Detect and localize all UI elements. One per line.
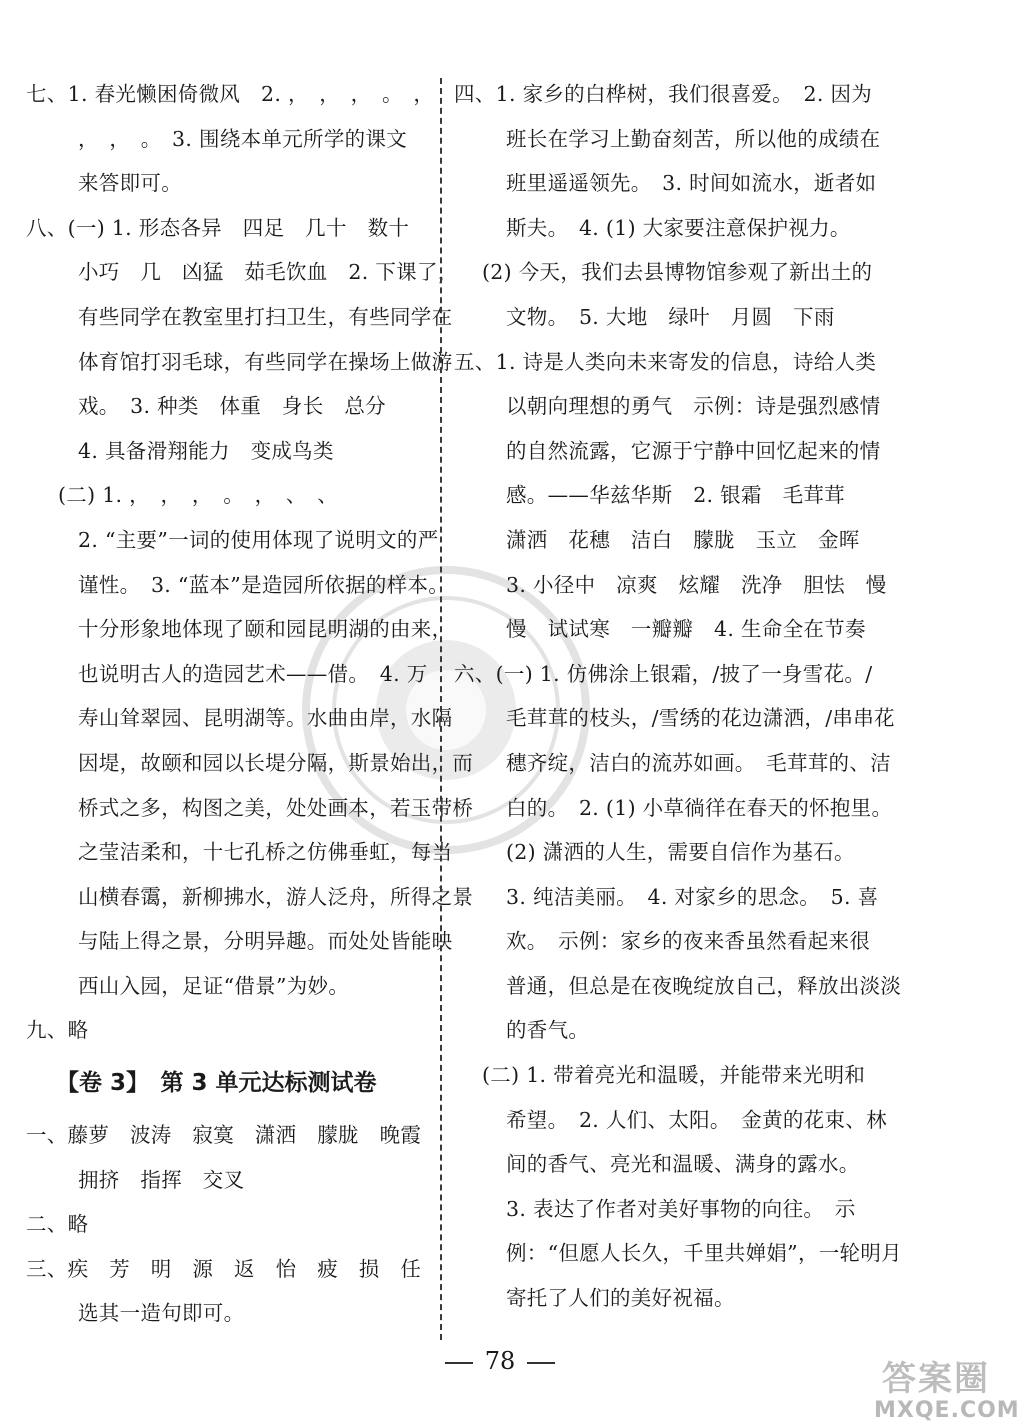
answer-line: ， ， 。 3. 围绕本单元所学的课文 xyxy=(78,126,408,151)
answer-line: 以朝向理想的勇气 示例：诗是强烈感情 xyxy=(506,394,881,419)
answer-line: 斯夫。 4. (1) 大家要注意保护视力。 xyxy=(506,215,851,240)
answer-line: 西山入园，足证“借景”为妙。 xyxy=(78,973,350,998)
answer-line: 四、1. 家乡的白桦树，我们很喜爱。 2. 因为 xyxy=(454,82,873,106)
answer-line: 希望。 2. 人们、太阳。 金黄的花束、林 xyxy=(506,1107,887,1132)
answer-line: 潇洒 花穗 洁白 朦胧 玉立 金晖 xyxy=(506,527,860,552)
answer-line: (2) 今天，我们去县博物馆参观了新出土的 xyxy=(482,260,873,285)
answer-line: 小巧 几 凶猛 茹毛饮血 2. 下课了， xyxy=(78,260,459,285)
answer-line: 五、1. 诗是人类向未来寄发的信息，诗给人类 xyxy=(454,349,877,374)
answer-line: 戏。 3. 种类 体重 身长 总分 xyxy=(78,394,386,419)
answer-line: 山横春霭，新柳拂水，游人泛舟，所得之景 xyxy=(78,884,474,909)
answer-line: 体育馆打羽毛球，有些同学在操场上做游 xyxy=(78,349,453,374)
watermark-url: MXQE.COM xyxy=(874,1398,1020,1423)
answer-line: 的自然流露，它源于宁静中回忆起来的情 xyxy=(506,438,881,463)
right-column xyxy=(454,72,902,1321)
right-answer-lines xyxy=(454,72,902,1321)
left-answer-lines-after-heading xyxy=(26,1113,434,1336)
answer-line: 穗齐绽，洁白的流苏如画。 毛茸茸的、洁 xyxy=(506,750,891,775)
answer-line: 3. 小径中 凉爽 炫耀 洗净 胆怯 慢 xyxy=(506,572,887,597)
left-answer-lines xyxy=(26,72,474,1053)
answer-line: 4. 具备滑翔能力 变成鸟类 xyxy=(78,438,334,463)
answer-line: 白的。 2. (1) 小草徜徉在春天的怀抱里。 xyxy=(506,795,893,820)
answer-line: 七、1. 春光懒困倚微风 2. ， ， ， 。 ， xyxy=(26,82,435,106)
answer-line: 八、(一) 1. 形态各异 四足 几十 数十 xyxy=(26,215,410,240)
answer-line: (二) 1. 带着亮光和温暖，并能带来光明和 xyxy=(482,1063,866,1088)
answer-line: 二、略 xyxy=(26,1212,89,1237)
answer-line: 谨性。 3. “蓝本”是造园所依据的样本。 xyxy=(78,572,450,597)
answer-line: 也说明古人的造园艺术——借。 4. 万 xyxy=(78,661,428,686)
section-heading: 【卷 3】 第 3 单元达标测试卷 xyxy=(56,1070,377,1097)
page-number: 78 xyxy=(484,1347,516,1375)
answer-line: 拥挤 指挥 交叉 xyxy=(78,1167,245,1192)
answer-line: 班长在学习上勤奋刻苦，所以他的成绩在 xyxy=(506,126,881,151)
answer-line: 3. 表达了作者对美好事物的向往。 示 xyxy=(506,1196,856,1221)
answer-line: 感。——华兹华斯 2. 银霜 毛茸茸 xyxy=(506,483,845,508)
answer-line: 班里遥遥领先。 3. 时间如流水，逝者如 xyxy=(506,171,877,196)
left-column xyxy=(26,72,474,1336)
answer-line: 寄托了人们的美好祝福。 xyxy=(506,1286,735,1311)
answer-line: 九、略 xyxy=(26,1018,89,1043)
site-watermark xyxy=(874,1359,1020,1424)
answer-line: 与陆上得之景，分明异趣。而处处皆能映 xyxy=(78,929,453,954)
answer-line: 之莹洁柔和，十七孔桥之仿佛垂虹，每当 xyxy=(78,840,453,865)
answer-line: 的香气。 xyxy=(506,1018,590,1043)
column-divider xyxy=(440,78,442,1340)
answer-line: 3. 纯洁美丽。 4. 对家乡的思念。 5. 喜 xyxy=(506,884,879,909)
page-number-footer xyxy=(0,1347,1000,1375)
footer-dash-right xyxy=(527,1362,555,1364)
answer-line: 有些同学在教室里打扫卫生，有些同学在 xyxy=(78,304,453,329)
answer-line: 普通，但总是在夜晚绽放自己，释放出淡淡 xyxy=(506,973,902,998)
answer-line: 六、(一) 1. 仿佛涂上银霜，/披了一身雪花。/ xyxy=(454,661,873,686)
answer-line: 例：“但愿人长久，千里共婵娟”，一轮明月 xyxy=(506,1241,902,1266)
answer-line: 桥式之多，构图之美，处处画本，若玉带桥 xyxy=(78,795,474,820)
answer-line: 一、藤萝 波涛 寂寞 潇洒 朦胧 晚霞 xyxy=(26,1123,422,1148)
answer-line: 文物。 5. 大地 绿叶 月圆 下雨 xyxy=(506,304,835,329)
answer-line: 因堤，故颐和园以长堤分隔，斯景始出，而 xyxy=(78,750,474,775)
answer-line: (2) 潇洒的人生，需要自信作为基石。 xyxy=(506,840,855,865)
answer-line: 十分形象地体现了颐和园昆明湖的由来， xyxy=(78,617,453,642)
answer-line: 慢 试试寒 一瓣瓣 4. 生命全在节奏 xyxy=(506,617,866,642)
footer-dash-left xyxy=(445,1362,473,1364)
answer-line: 2. “主要”一词的使用体现了说明文的严 xyxy=(78,527,439,552)
answer-line: 选其一造句即可。 xyxy=(78,1301,245,1326)
answer-line: 来答即可。 xyxy=(78,171,182,196)
answer-line: 欢。 示例：家乡的夜来香虽然看起来很 xyxy=(506,929,871,954)
answer-line: (二) 1. ， ， ， 。 ， 、 、 xyxy=(58,483,339,508)
answer-line: 毛茸茸的枝头，/雪绣的花边潇洒，/串串花 xyxy=(506,706,895,731)
answer-line: 三、疾 芳 明 源 返 怡 疲 损 任 xyxy=(26,1256,422,1281)
answer-line: 间的香气、亮光和温暖、满身的露水。 xyxy=(506,1152,860,1177)
watermark-logo-text: 答案圈 xyxy=(882,1359,990,1399)
answer-line: 寿山耸翠园、昆明湖等。水曲由岸，水隔 xyxy=(78,706,453,731)
